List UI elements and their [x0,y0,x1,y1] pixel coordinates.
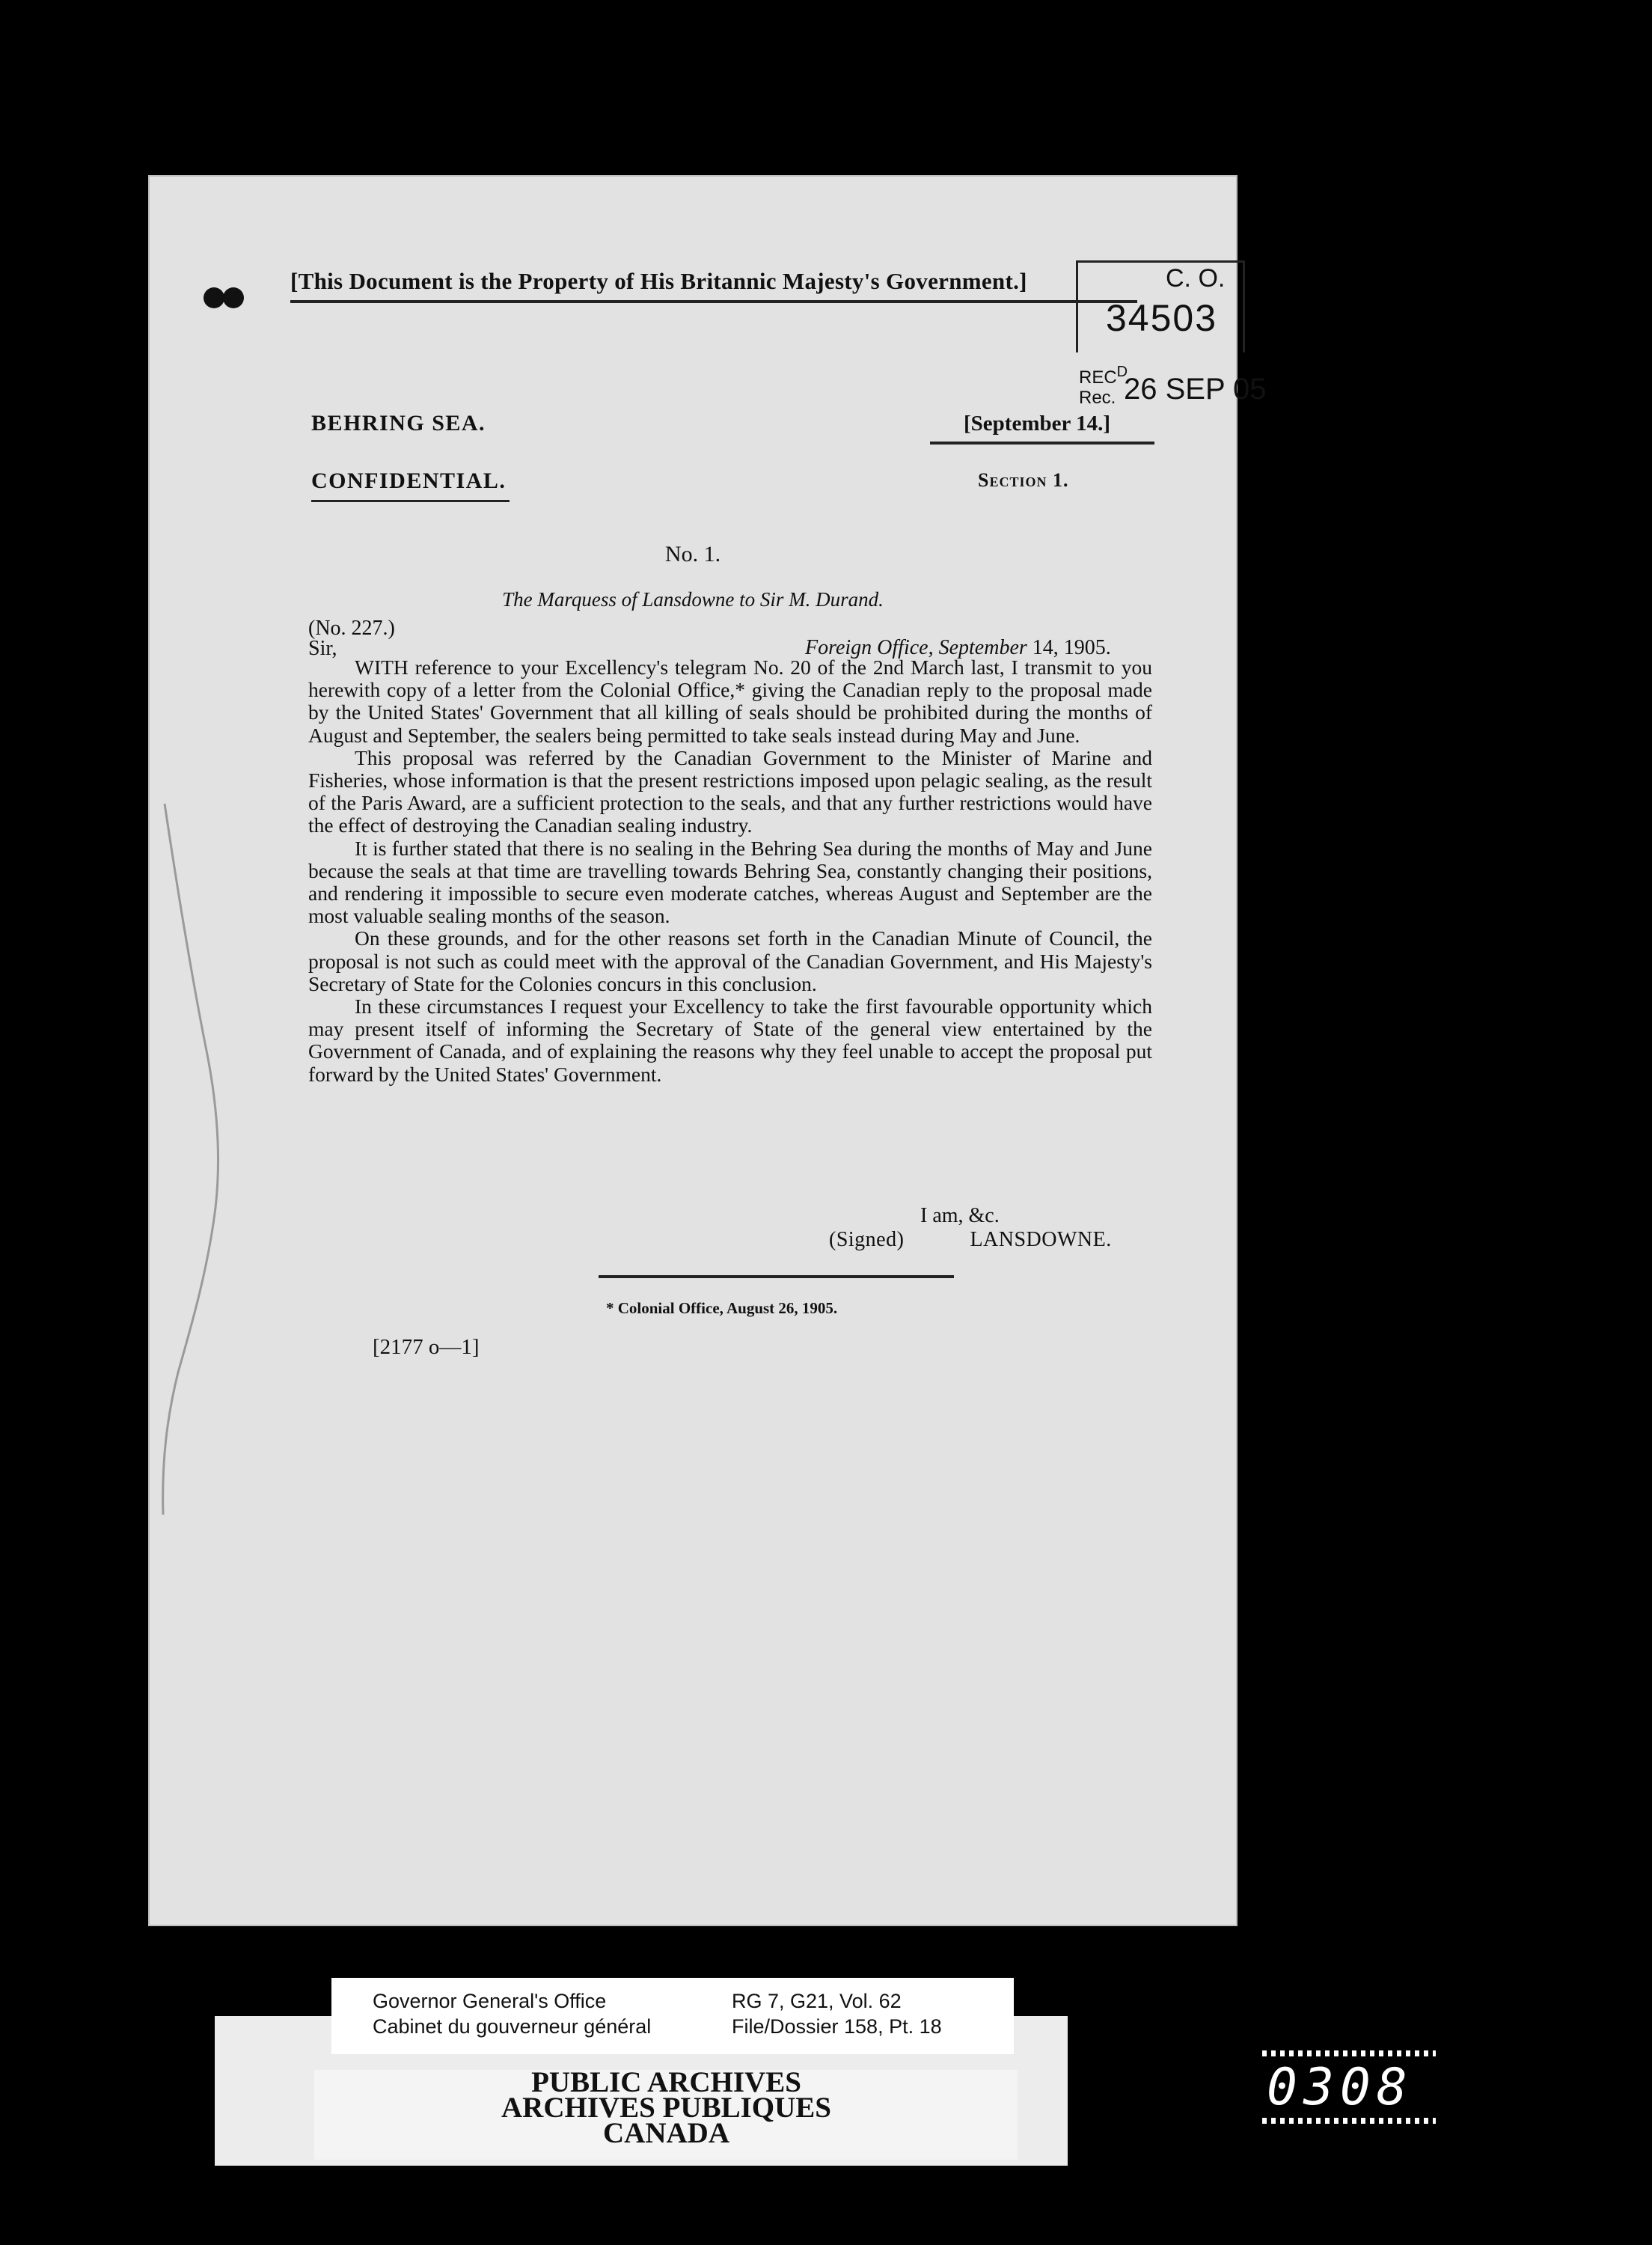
received-stamp [1076,260,1267,414]
salutation: Sir, [308,637,337,660]
punch-hole [204,287,224,308]
paragraph: It is further stated that there is no sealing in the Behring Sea during the months of May and June because the seals at that time are travelling towards Behring Sea, constantly changing their positions, and rendering it impossible to secure even moderate catches, whereas August and September are the most valuable sealing months of the season. [308,836,1152,928]
paragraph: On these grounds, and for the other reasons set forth in the Canadian Minute of Council, the proposal is not such as could meet with the approval of the Canadian Government, and His Majesty's Secretary of State for the Colonies concurs in this conclusion. [308,926,1152,995]
date-rule [930,442,1154,445]
frame-counter [1259,2055,1437,2119]
place-date: Foreign Office, September 14, 1905. [805,636,1111,659]
correspondence-heading: The Marquess of Lansdowne to Sir M. Durand. [502,588,884,611]
film-perforation [1262,2050,1436,2056]
property-notice: [This Document is the Property of His Britannic Majesty's Government.] [290,268,1027,294]
print-reference: [2177 o—1] [373,1335,480,1359]
signature-line: (Signed) LANSDOWNE. [829,1228,1112,1251]
subject-heading: BEHRING SEA. [311,411,486,436]
stamp-number: 34503 [1106,297,1218,339]
signature-rule [599,1275,954,1278]
classification: CONFIDENTIAL. [311,468,507,493]
classification-rule [311,500,510,502]
footnote: * Colonial Office, August 26, 1905. [606,1299,838,1317]
stamp-date: 26 SEP 05 [1124,373,1267,406]
archive-reference-card [331,1978,1014,2054]
frame-number: 0308 [1267,2058,1413,2117]
section-number: Section 1. [978,469,1069,491]
paragraph: In these circumstances I request your Excellency to take the first favourable opportunity which may present itself of informing the Secretary of State of the general view entertained by the Government of Canada, and of explaining the reasons why they feel unable to accept the proposal put forward by the United States' Government. [308,995,1152,1086]
archives-title [313,2066,1020,2149]
letter-body [308,656,1152,1086]
torn-edge [148,804,238,1515]
closing: I am, &c. [920,1204,1000,1227]
paragraph: This proposal was referred by the Canadian Government to the Minister of Marine and Fisheries, whose information is that the present restrictions imposed upon pelagic sealing, as the result of the Paris Award, are a sufficient protection to the seals, and that any further restrictions would have the effect of destroying the Canadian sealing industry. [308,745,1152,837]
archives-english: PUBLIC ARCHIVES [531,2066,801,2098]
punch-hole [223,287,244,308]
archives-french: ARCHIVES PUBLIQUES [501,2092,832,2124]
document-number: No. 1. [664,542,721,566]
stamp-received-label-2: Rec. [1079,388,1116,408]
film-perforation [1262,2118,1436,2124]
stamp-office: C. O. [1166,264,1226,293]
office-english: Governor General's Office [373,1990,607,2012]
office-french: Cabinet du gouverneur général [373,2015,652,2038]
record-group: RG 7, G21, Vol. 62 [732,1990,902,2012]
header-rule [290,300,1137,303]
paragraph: WITH reference to your Excellency's telegram No. 20 of the 2nd March last, I transmit to you herewith copy of a letter from the Colonial Office,* giving the Canadian reply to the proposal made by the United States' Government that all killing of seals should be prohibited during the months of August and September, the sealers being permitted to take seals instead during May and June. [308,656,1152,747]
document-page [148,175,1267,1926]
stamp-received-label: $REC^D$ [1079,364,1128,388]
archives-country: CANADA [603,2117,729,2149]
file-number: File/Dossier 158, Pt. 18 [732,2015,942,2038]
date-bracket: [September 14.] [964,412,1110,436]
dispatch-reference: (No. 227.) [308,617,395,640]
